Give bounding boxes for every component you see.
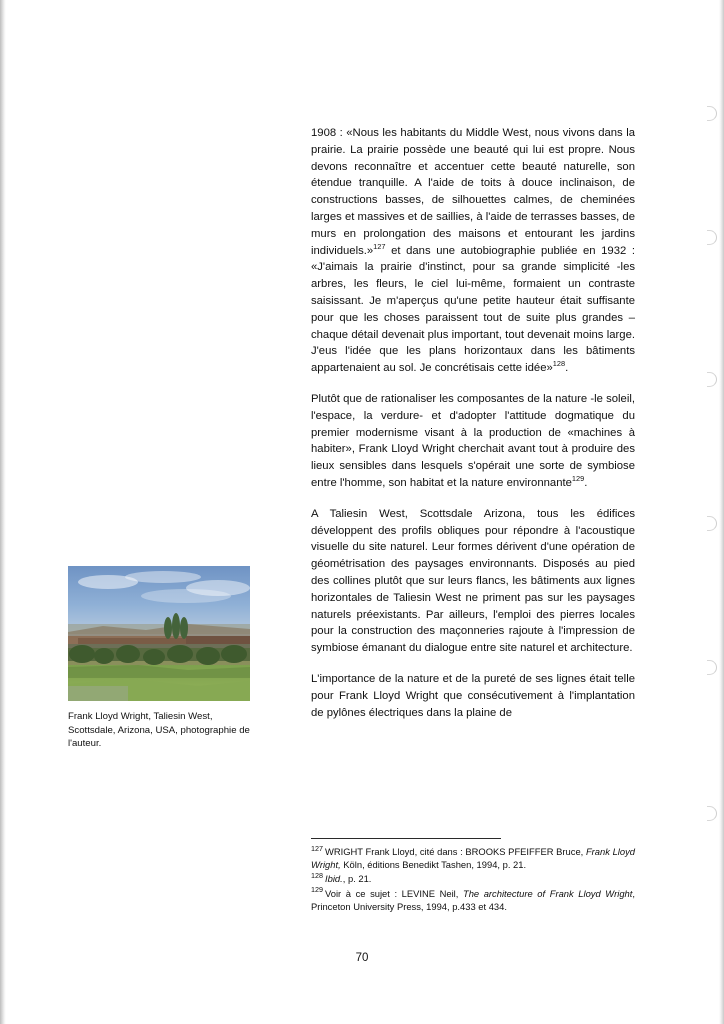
text-run: L'importance de la nature et de la pureté de ses lignes était telle pour Frank Lloyd Wright que consécutivement à l'implantation de pylônes électriques dans la plaine de	[311, 672, 635, 719]
text-run: et dans une autobiographie publiée en 1932 : «J'aimais la prairie d'instinct, pour sa grande simplicité -les arbres, les fleurs, le ciel lui-même, formaient un contraste saisissant. Je m'aperçus qu'une petite hauteur était suffisante pour que les choses paraissent tout de suite plus grandes –chaque détail devenait plus important, tout devenait moins large. J'eus l'idée que les plans horizontaux dans les bâtiments appartenaient au sol. Je concrétisais cette idée»	[311, 244, 635, 375]
figure-caption: Frank Lloyd Wright, Taliesin West, Scottsdale, Arizona, USA, photographie de l'auteur.	[68, 711, 250, 749]
text-run: Plutôt que de rationaliser les composantes de la nature -le soleil, l'espace, la verdure- et d'adopter l'attitude dogmatique du premier modernisme visant à la production de «machines à habiter», Frank Lloyd Wright cherchait avant tout à produire des lieux sensibles dans lesquels s'opérait une sorte de symbiose entre l'homme, son habitat et la nature environnante	[311, 392, 635, 489]
text-run: , p. 21.	[342, 873, 372, 885]
binding-ring	[707, 516, 717, 531]
footnote-number: 128	[311, 871, 323, 881]
text-run: , Princeton University Press, 1994, p.433 et 434.	[311, 887, 635, 912]
footnote	[311, 845, 635, 871]
italic-title: The architecture of Frank Lloyd Wright	[462, 887, 633, 899]
text-run: WRIGHT Frank Lloyd, cité dans : BROOKS PFEIFFER Bruce,	[325, 846, 586, 857]
binding-ring	[707, 372, 717, 387]
footnote-number: 129	[311, 885, 323, 895]
main-text-column	[311, 125, 635, 721]
footnote-number: 127	[311, 843, 323, 853]
text-run: .	[565, 362, 569, 375]
binding-ring	[707, 230, 717, 245]
text-run: .	[584, 476, 588, 489]
footnotes-block	[311, 838, 635, 914]
page-number: 70	[355, 952, 369, 964]
text-run: Voir à ce sujet : LEVINE Neil,	[325, 887, 463, 899]
text-run: Köln, éditions Benedikt Tashen, 1994, p. 21.	[340, 859, 527, 871]
footnote-reference: 127	[373, 241, 386, 251]
binding-ring	[707, 660, 717, 675]
binding-ring	[707, 106, 717, 121]
figure-block	[68, 566, 250, 751]
footnote-reference: 129	[571, 474, 585, 484]
body-paragraph	[311, 391, 635, 492]
taliesin-west-photograph	[68, 566, 250, 701]
body-paragraph	[311, 125, 635, 377]
footnote	[311, 872, 635, 885]
footnote	[311, 887, 635, 913]
italic-title: Ibid.	[325, 873, 343, 885]
binding-ring	[707, 806, 717, 821]
text-run: 1908 : «Nous les habitants du Middle West, nous vivons dans la prairie. La prairie possède une beauté qui lui est propre. Nous devons reconnaître et accentuer cette beauté naturelle, son étendue tranquille. A l'aide de toits à douce inclinaison, de constructions basses, de silhouettes calmes, de cheminées larges et massives et de saillies, à l'aide de terrasses basses, de murs en prolongation des maisons et entourant les jardins individuels.»	[311, 127, 635, 257]
footnote-separator-rule	[311, 838, 501, 839]
body-paragraph	[311, 671, 635, 721]
italic-title: Frank Lloyd Wright,	[311, 846, 636, 871]
body-paragraph	[311, 506, 635, 657]
footnote-reference: 128	[552, 359, 566, 369]
text-run: A Taliesin West, Scottsdale Arizona, tous les édifices développent des profils obliques pour répondre à l'acoustique visuelle du site naturel. Leur formes dérivent d'une opération de géométrisation des paysages environnants. Disposés au pied des collines plutôt que sur leurs flancs, les bâtiments aux lignes horizontales de Taliesin West ne priment pas sur les paysages naturels préexistants. Par ailleurs, l'emploi des pierres locales pour la construction des maçonneries rajoute à l'impression de symbiose émanant du dialogue entre site naturel et architecture.	[311, 507, 635, 655]
